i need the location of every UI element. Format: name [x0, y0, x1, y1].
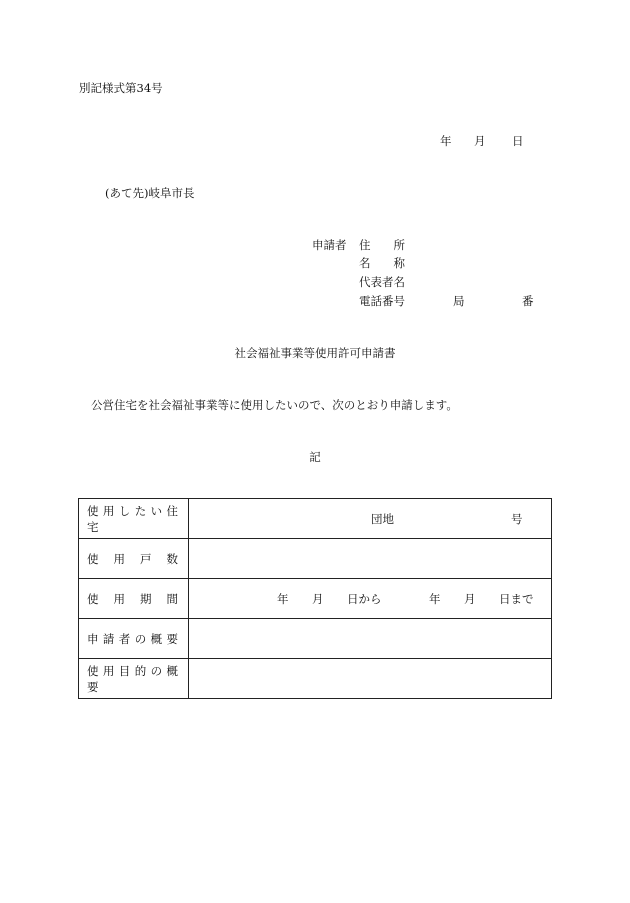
body-text: 公営住宅を社会福祉事業等に使用したいので、次のとおり申請します。: [91, 398, 458, 412]
ki-heading: 記: [309, 450, 321, 464]
table-row: [79, 619, 552, 659]
date-year: 年: [440, 134, 452, 148]
purpose-summary-cell[interactable]: [189, 659, 552, 699]
applicant-summary-cell[interactable]: [189, 619, 552, 659]
date-line: [440, 133, 524, 149]
addressee: (あて先)岐阜市長: [105, 186, 195, 200]
row-label-applicant-summary: 申請者の概要: [79, 619, 189, 659]
table-row: [79, 539, 552, 579]
document-title: 社会福祉事業等使用許可申請書: [234, 346, 396, 360]
period-end-year: 年: [429, 592, 441, 606]
period-end-day: 日まで: [499, 592, 534, 606]
row-label-housing: 使用したい住宅: [79, 499, 189, 539]
phone-kyoku: 局: [453, 294, 465, 308]
table-row: [79, 579, 552, 619]
applicant-phone-label: 電話番号: [359, 294, 405, 308]
applicant-label: 申請者: [312, 238, 347, 252]
form-number: 別記様式第34号: [79, 81, 163, 95]
table-row: [79, 499, 552, 539]
phone-ban: 番: [522, 294, 534, 308]
detail-table: [78, 498, 552, 699]
date-month: 月: [474, 134, 486, 148]
period-start-month: 月: [312, 592, 324, 606]
period-start-year: 年: [277, 592, 289, 606]
housing-danchi: 団地: [371, 512, 394, 526]
row-label-purpose-summary: 使用目的の概要: [79, 659, 189, 699]
period-end-month: 月: [464, 592, 476, 606]
units-cell[interactable]: [189, 539, 552, 579]
housing-cell[interactable]: [189, 499, 552, 539]
row-label-period: 使用期間: [79, 579, 189, 619]
housing-go: 号: [511, 512, 523, 526]
applicant-name-label: 名 称: [359, 256, 405, 270]
period-start-day: 日から: [347, 592, 382, 606]
period-cell[interactable]: [189, 579, 552, 619]
table-row: [79, 659, 552, 699]
date-day: 日: [512, 134, 524, 148]
row-label-units: 使用戸数: [79, 539, 189, 579]
applicant-address-label: 住 所: [359, 238, 405, 252]
applicant-representative-label: 代表者名: [359, 275, 405, 289]
